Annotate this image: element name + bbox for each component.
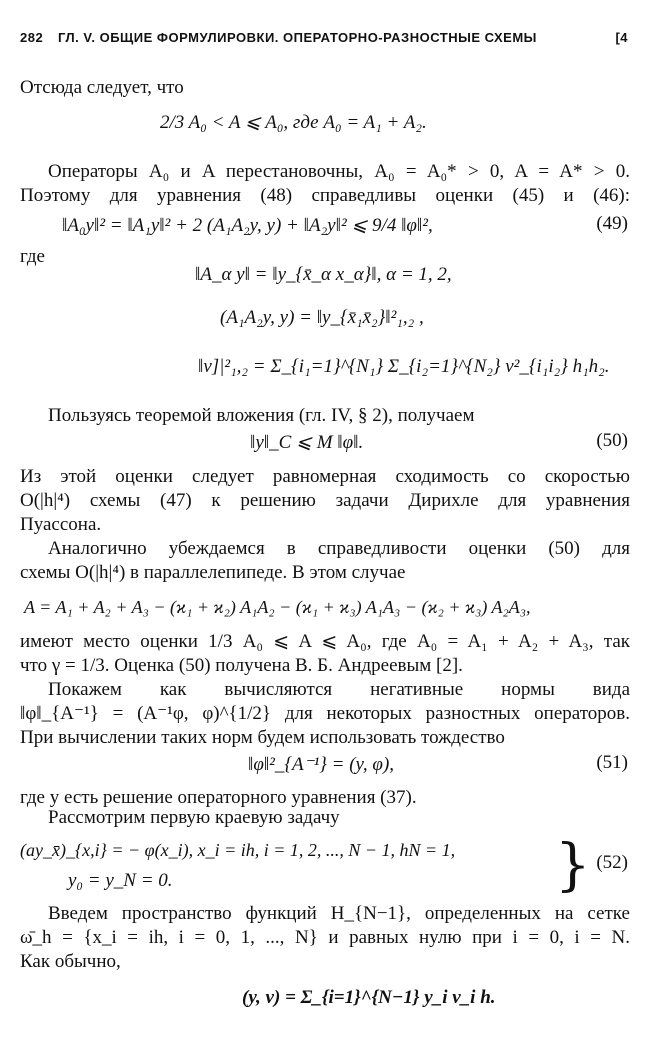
paragraph-line: что γ = 1/3. Оценка (50) получена В. Б. Андреевым [2]. — [20, 655, 463, 676]
formula-52-equation: (ay_x̄)_{x,i} = − φ(x_i), x_i = ih, i = 1, 2, ..., N − 1, hN = 1, — [20, 840, 456, 860]
formula-49: ‖A₀y‖² = ‖A₁y‖² + 2 (A₁A₂y, y) + ‖A₂y‖² ⩽ 9/4 ‖φ‖², — [62, 215, 433, 236]
paragraph-line: схемы O(|h|⁴) в параллелепипеде. В этом случае — [20, 562, 406, 583]
formula-mixed-term: (A₁A₂y, y) = ‖y_{x̄₁x̄₂}‖²₁,₂ , — [220, 307, 424, 328]
paragraph-line: Покажем как вычисляются негативные нормы вида — [48, 679, 630, 700]
paragraph-line: Пуассона. — [20, 514, 102, 535]
paragraph-line: O(|h|⁴) схемы (47) к решению задачи Дирихле для уравнения — [20, 490, 630, 511]
formula-51: ‖φ‖²_{A⁻¹} = (y, φ), — [248, 754, 395, 775]
paragraph-line: имеют место оценки 1/3 A₀ ⩽ A ⩽ A₀, где A₀ = A₁ + A₂ + A₃, так — [20, 631, 630, 652]
paragraph-line: Аналогично убеждаемся в справедливости оценки (50) для — [48, 538, 630, 559]
page-number: 282 — [20, 30, 44, 45]
equation-number-51: (51) — [596, 752, 628, 773]
running-title: ГЛ. V. ОБЩИЕ ФОРМУЛИРОВКИ. ОПЕРАТОРНО-РАЗНОСТНЫЕ СХЕМЫ — [58, 30, 537, 45]
paragraph-line: Пользуясь теоремой вложения (гл. IV, § 2), получаем — [48, 405, 475, 426]
formula-50: ‖y‖_C ⩽ M ‖φ‖. — [250, 432, 364, 453]
formula-bounds: 2/3 A₀ < A ⩽ A₀, где A₀ = A₁ + A₂. — [160, 112, 427, 133]
paragraph-line: Поэтому для уравнения (48) справедливы оценки (45) и (46): — [20, 185, 630, 206]
formula-inner-product: (y, v) = Σ_{i=1}^{N−1} y_i v_i h. — [242, 987, 496, 1008]
paragraph-line: ‖φ‖_{A⁻¹} = (A⁻¹φ, φ)^{1/2} для некоторых разностных операторов. — [20, 703, 630, 724]
formula-operator-A: A = A₁ + A₂ + A₃ − (ϰ₁ + ϰ₂) A₁A₂ − (ϰ₁ + ϰ₃) A₁A₃ − (ϰ₂ + ϰ₃) A₂A₃, — [24, 597, 531, 617]
where-label: где — [20, 246, 45, 267]
right-brace-icon: } — [555, 833, 591, 898]
paragraph-line: Отсюда следует, что — [20, 77, 184, 98]
paragraph-line: ω̄_h = {x_i = ih, i = 0, 1, ..., N} и равных нулю при i = 0, i = N. — [20, 927, 630, 948]
paragraph-line: Из этой оценки следует равномерная сходимость со скоростью — [20, 466, 630, 487]
paragraph-line: Рассмотрим первую краевую задачу — [48, 807, 340, 828]
formula-52-boundary: y₀ = y_N = 0. — [68, 870, 173, 891]
formula-grid-norm: ‖v]|²₁,₂ = Σ_{i₁=1}^{N₁} Σ_{i₂=1}^{N₂} v²_{i₁i₂} h₁h₂. — [198, 356, 610, 377]
formula-norm-A-alpha: ‖A_α y‖ = ‖y_{x̄_α x_α}‖, α = 1, 2, — [195, 264, 452, 285]
equation-number-52: (52) — [596, 852, 628, 873]
equation-number-50: (50) — [596, 430, 628, 451]
section-mark: [4 — [615, 30, 628, 45]
paragraph-line: Операторы A₀ и A перестановочны, A₀ = A₀* > 0, A = A* > 0. — [48, 161, 630, 182]
paragraph-line: Как обычно, — [20, 951, 121, 972]
paragraph-line: где y есть решение операторного уравнения (37). — [20, 787, 417, 808]
paragraph-line: Введем пространство функций H_{N−1}, определенных на сетке — [48, 903, 630, 924]
running-header — [20, 28, 628, 50]
equation-number-49: (49) — [596, 213, 628, 234]
paragraph-line: При вычислении таких норм будем использовать тождество — [20, 727, 505, 748]
